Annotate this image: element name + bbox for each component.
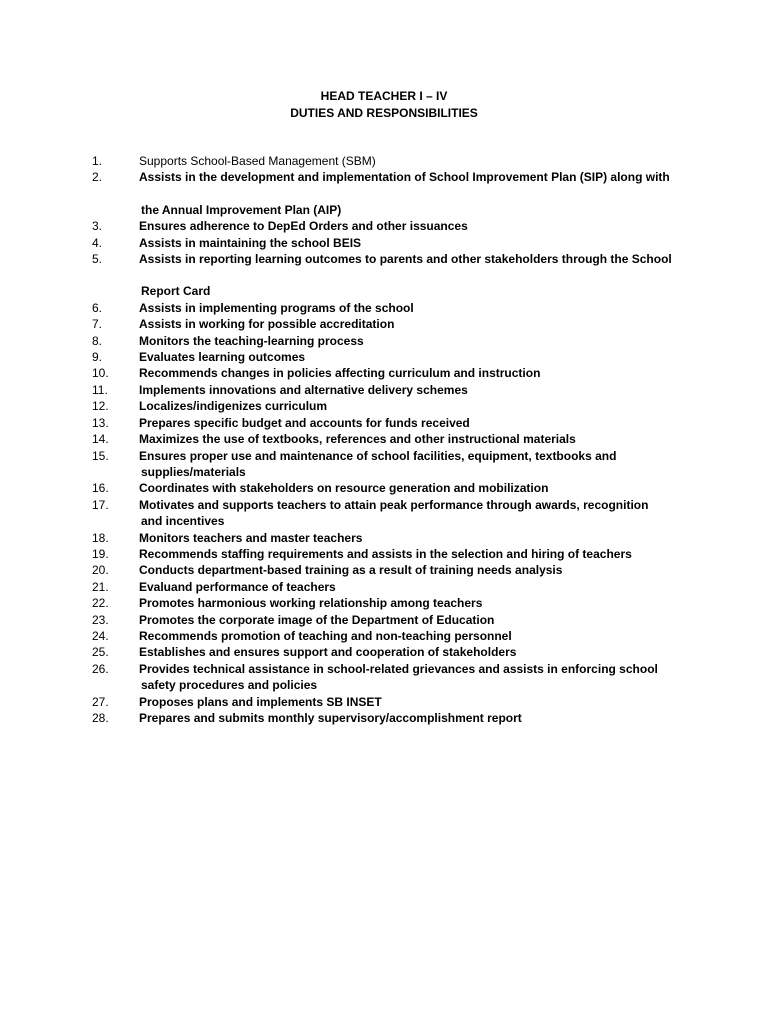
duty-text-continuation: Report Card [141, 284, 211, 299]
duty-item [92, 153, 692, 169]
duty-item [92, 694, 692, 710]
duty-text-block [139, 349, 692, 365]
duty-number: 27. [92, 694, 109, 709]
duty-text-block [139, 644, 692, 660]
duty-text: Assists in the development and implementation of School Improvement Plan (SIP) along with [139, 170, 670, 185]
duty-text: Provides technical assistance in school-related grievances and assists in enforcing school [139, 661, 658, 676]
duty-text-block [139, 562, 692, 578]
duty-text: Evaluates learning outcomes [139, 350, 306, 365]
duty-item [92, 579, 692, 595]
duty-text-block [139, 448, 692, 481]
duties-list [92, 153, 692, 726]
duty-text: Establishes and ensures support and cooperation of stakeholders [139, 645, 517, 660]
duty-text: Motivates and supports teachers to attain peak performance through awards, recognition [139, 497, 649, 512]
duty-text-block [139, 530, 692, 546]
duty-item [92, 235, 692, 251]
duty-text: Assists in implementing programs of the school [139, 300, 414, 315]
duty-text-block [139, 300, 692, 316]
duty-text: Proposes plans and implements SB INSET [139, 694, 382, 709]
duty-text: Prepares and submits monthly supervisory/accomplishment report [139, 711, 522, 725]
duty-text-block [139, 480, 692, 496]
duty-text-block [139, 251, 692, 300]
duty-text-continuation: safety procedures and policies [141, 678, 318, 693]
duty-text: Ensures adherence to DepEd Orders and other issuances [139, 219, 468, 234]
duty-item [92, 562, 692, 578]
duty-item [92, 415, 692, 431]
duty-text-block [139, 661, 692, 694]
duty-number: 16. [92, 481, 109, 496]
duty-text: Recommends promotion of teaching and non-teaching personnel [139, 628, 512, 643]
duty-item [92, 595, 692, 611]
duty-text: Promotes harmonious working relationship among teachers [139, 596, 483, 611]
duty-text-block [139, 628, 692, 644]
duty-number: 5. [92, 252, 103, 267]
duty-item [92, 661, 692, 694]
duty-text-block [139, 153, 692, 169]
duty-number: 10. [92, 366, 109, 381]
duty-item [92, 497, 692, 530]
duty-item [92, 218, 692, 234]
duty-text: Implements innovations and alternative delivery schemes [139, 382, 468, 397]
duty-number: 25. [92, 645, 109, 660]
duty-item [92, 546, 692, 562]
duty-item [92, 365, 692, 381]
duty-item [92, 448, 692, 481]
duty-text: Maximizes the use of textbooks, references and other instructional materials [139, 432, 576, 447]
duty-number: 4. [92, 235, 103, 250]
duty-text: Assists in maintaining the school BEIS [139, 235, 362, 250]
duty-text-block [139, 382, 692, 398]
duty-item [92, 530, 692, 546]
duty-text: Ensures proper use and maintenance of school facilities, equipment, textbooks and [139, 448, 617, 463]
duty-item [92, 382, 692, 398]
duty-text: Evaluand performance of teachers [139, 579, 336, 594]
duty-text-block [139, 546, 692, 562]
duty-text-block [139, 710, 692, 726]
duty-text-block [139, 579, 692, 595]
duty-text: Recommends staffing requirements and assists in the selection and hiring of teachers [139, 546, 632, 561]
duty-text: Prepares specific budget and accounts for funds received [139, 415, 470, 430]
duty-text: Conducts department-based training as a result of training needs analysis [139, 563, 563, 578]
duty-number: 3. [92, 219, 103, 234]
duty-item [92, 480, 692, 496]
duty-text-block [139, 365, 692, 381]
duty-number: 19. [92, 546, 109, 561]
duty-text-block [139, 398, 692, 414]
duty-text: Supports School-Based Management (SBM) [139, 154, 376, 168]
duty-text: Localizes/indigenizes curriculum [139, 399, 328, 414]
duty-text: Recommends changes in policies affecting curriculum and instruction [139, 366, 541, 381]
duty-text-block [139, 316, 692, 332]
duty-item [92, 644, 692, 660]
duty-text: Assists in reporting learning outcomes to parents and other stakeholders through the School [139, 252, 672, 267]
duty-text-block [139, 333, 692, 349]
duty-text-block [139, 612, 692, 628]
duty-number: 20. [92, 563, 109, 578]
duty-number: 1. [92, 154, 103, 168]
duty-item [92, 251, 692, 300]
duty-text-block [139, 694, 692, 710]
duty-text-continuation: and incentives [141, 514, 225, 529]
duty-number: 8. [92, 333, 103, 348]
duty-item [92, 710, 692, 726]
duty-item [92, 398, 692, 414]
duty-text-block [139, 595, 692, 611]
duty-text: Promotes the corporate image of the Department of Education [139, 612, 495, 627]
duty-item [92, 169, 692, 218]
duty-text: Monitors the teaching-learning process [139, 333, 364, 348]
duty-number: 11. [92, 382, 108, 397]
duty-text: Coordinates with stakeholders on resource generation and mobilization [139, 481, 549, 496]
duty-number: 23. [92, 612, 109, 627]
duty-number: 28. [92, 711, 109, 725]
duty-text: Monitors teachers and master teachers [139, 530, 363, 545]
duty-text-block [139, 431, 692, 447]
duty-text-block [139, 497, 692, 530]
duty-item [92, 300, 692, 316]
duty-number: 17. [92, 497, 109, 512]
document-subtitle: DUTIES AND RESPONSIBILITIES [290, 106, 478, 120]
duty-number: 9. [92, 350, 103, 365]
duty-text-block [139, 169, 692, 218]
duty-number: 24. [92, 628, 109, 643]
duty-item [92, 333, 692, 349]
duty-item [92, 612, 692, 628]
duty-number: 13. [92, 415, 109, 430]
duty-number: 22. [92, 596, 109, 611]
duty-number: 12. [92, 399, 109, 414]
duty-number: 18. [92, 530, 109, 545]
duty-number: 2. [92, 170, 103, 185]
duty-text: Assists in working for possible accreditation [139, 317, 395, 332]
duty-text-block [139, 218, 692, 234]
duty-text-continuation: supplies/materials [141, 464, 246, 479]
duty-number: 15. [92, 448, 109, 463]
duty-text-block [139, 415, 692, 431]
duty-number: 14. [92, 432, 109, 447]
duty-number: 21. [92, 579, 109, 594]
duty-item [92, 431, 692, 447]
duty-item [92, 316, 692, 332]
duty-text-continuation: the Annual Improvement Plan (AIP) [141, 202, 342, 217]
duty-number: 7. [92, 317, 103, 332]
document-header [0, 88, 768, 122]
duty-item [92, 628, 692, 644]
duty-item [92, 349, 692, 365]
duty-text-block [139, 235, 692, 251]
duty-number: 26. [92, 661, 109, 676]
document-title: HEAD TEACHER I – IV [320, 89, 448, 103]
duty-number: 6. [92, 300, 103, 315]
